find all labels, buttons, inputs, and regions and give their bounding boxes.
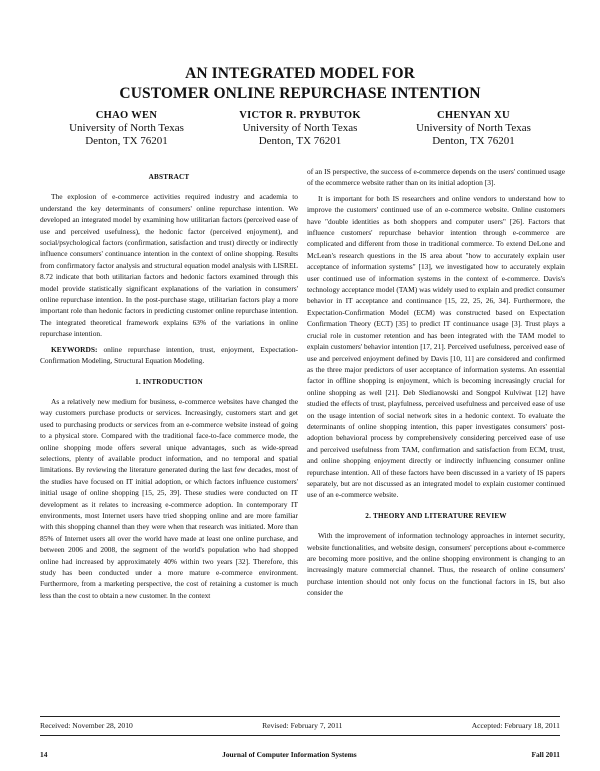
- introduction-heading: 1. INTRODUCTION: [135, 377, 203, 386]
- author-location: Denton, TX 76201: [85, 135, 168, 147]
- accepted-date: Accepted: February 18, 2011: [471, 721, 560, 730]
- footer-divider: [40, 735, 560, 736]
- author-affiliation: University of North Texas: [416, 122, 531, 134]
- author-name: CHENYAN XU: [437, 110, 510, 121]
- left-column: [40, 168, 298, 605]
- right-paragraph-2: It is important for both IS researchers and online vendors to understand how to improve the customers' continued use of an e-commerce website. Online customers have "double identities as both shoppers and computer users" [26]. Factors that influence customers' repurchase behavior intention through e-commerce are complicated and different from those in traditional commerce. To extend DeLone and McLean's research questions in the IS area about "how to accurately explain user acceptance of information systems" [13], we investigated how to accurately explain user continued use of information systems in the context of e-commerce. Davis's technology acceptance model (TAM) was widely used to explain and predict consumer behavior in IT acceptance and continuance [15, 22, 25, 26, 34]. Furthermore, the Expectation-Confirmation Model (ECM) was constructed based on Expectation Confirmation Theory (ECT) [35] to predict IT continuance usage [3]. Trust plays a crucial role in customer retention and has been integrated with the TAM model to explain customers' behavior intention [17, 21]. Perceived usefulness, perceived ease of use and perceived enjoyment defined by Davis [10, 11] are considered and confirmed as the three major predictors of user acceptance of information systems. An essential factor in offline shopping is enjoyment, which is becoming increasingly crucial for online shopping as well [21]. Deb Sledianowski and Songpol Kulviwat [12] have studied the effects of trust, playfulness, perceived usefulness and perceived ease of use on the usage intention of social network sites in a hedonic context. To evaluate the determinants of online shopping intention, this paper investigates consumers' post-adoption behavioral process by comprehensively considering perceived ease of use and perceived usefulness from TAM, confirmation and satisfaction from ECM, trust, and online shopping enjoyment directly or indirectly influencing consumer online repurchase intention. All of these factors have been discussed in a variety of IS papers separately, but are not discussed as an integrated model to explain customer continued use of an e-commerce website.: [307, 193, 565, 500]
- page-number: 14: [40, 750, 48, 759]
- author-list: [40, 109, 560, 148]
- author-block: [40, 109, 213, 148]
- abstract-text: The explosion of e-commerce activities required industry and academia to understand the key determinants of consumers' online repurchase intention. We developed an integrated model by examining how utilitarian factors (perceived ease of use and perceived usefulness), the hedonic factor (perceived enjoyment), and social/psychological factors (confirmation, satisfaction and trust) directly or indirectly influence consumers' continuance intention in the context of online shopping. Results from confirmatory factor analysis and structural equation model analysis with LISREL 8.72 indicate that both utilitarian factors and hedonic factors examined through this model provide statistically significant explanations of the variation in consumers' online repurchase intention. In the post-purchase stage, utilitarian factors play a more important role than hedonic factors in predicting customer online repurchase intention. The integrated theoretical framework explains 63% of the variations in online repurchase intention.: [40, 192, 298, 339]
- issue-label: Fall 2011: [531, 750, 560, 759]
- received-dates: [40, 721, 560, 730]
- theory-heading: 2. THEORY AND LITERATURE REVIEW: [365, 511, 507, 520]
- keywords-paragraph: [40, 344, 298, 367]
- received-divider: [40, 716, 560, 717]
- received-date: Received: November 28, 2010: [40, 721, 133, 730]
- title-line-2: CUSTOMER ONLINE REPURCHASE INTENTION: [119, 85, 481, 102]
- author-affiliation: University of North Texas: [242, 122, 358, 134]
- right-column: [307, 166, 565, 603]
- right-paragraph-3: With the improvement of information technology approaches in internet security, website functionalities, and website design, consumers' perceptions about e-commerce are becoming more positive, and the online shopping environment is changing to an increasingly mature commercial channel. Thus, the research of online consumers' purchase intention should not only focus on the functional factors in IS, but also consider the: [307, 531, 565, 598]
- author-location: Denton, TX 76201: [258, 135, 342, 147]
- paper-title: [0, 64, 600, 104]
- author-name: CHAO WEN: [95, 110, 158, 121]
- journal-name: Journal of Computer Information Systems: [222, 750, 357, 759]
- title-line-1: AN INTEGRATED MODEL FOR: [185, 65, 415, 82]
- revised-date: Revised: February 7, 2011: [262, 721, 343, 730]
- keywords-label: KEYWORDS:: [51, 344, 98, 354]
- author-name: VICTOR R. PRYBUTOK: [239, 110, 361, 121]
- introduction-text: As a relatively new medium for business, e-commerce websites have changed the way customers purchase products or services. Increasingly, customers start and get used to purchasing products or services from an e-commerce website instead of going to a physical store. Compared with the traditional face-to-face commerce mode, the online shopping mode offers several unique advantages, such as wide-spread selections, plenty of available product information, and no temporal and spatial limitations. By reviewing the literature generated during the last few decades, most of the studies have focused on IT initial adoption, or which factors influence customers' initial usage of online shopping [15, 25, 39]. These studies were conducted on IT development as it relates to increasing e-commerce adoption. In contemporary IT environments, most Internet users have tried shopping online and are more familiar with this shopping channel than they were when that research was initiated. More than 85% of Internet users all over the world have made at least one online purchase, and between 2006 and 2008, the segment of the world's population who had shopped online had increased by approximately 40% within two years [32]. Therefore, this study has been conducted under a more mature e-commerce environment. Furthermore, from a marketing perspective, the cost of retaining a customer is much less than the cost to obtain a new customer. In the context: [40, 396, 298, 600]
- page-footer: [40, 750, 560, 759]
- author-block: [387, 109, 560, 148]
- right-paragraph-1: of an IS perspective, the success of e-commerce depends on the users' continued usage of the ecommerce website rather than on its initial adoption [3].: [307, 167, 565, 188]
- author-affiliation: University of North Texas: [69, 122, 184, 134]
- author-block: [214, 109, 387, 148]
- keywords-text: online repurchase intention, trust, enjoyment, Expectation-Confirmation Modeling, Structural Equation Modeling.: [40, 344, 298, 366]
- abstract-heading: ABSTRACT: [148, 173, 190, 181]
- author-location: Denton, TX 76201: [432, 135, 515, 147]
